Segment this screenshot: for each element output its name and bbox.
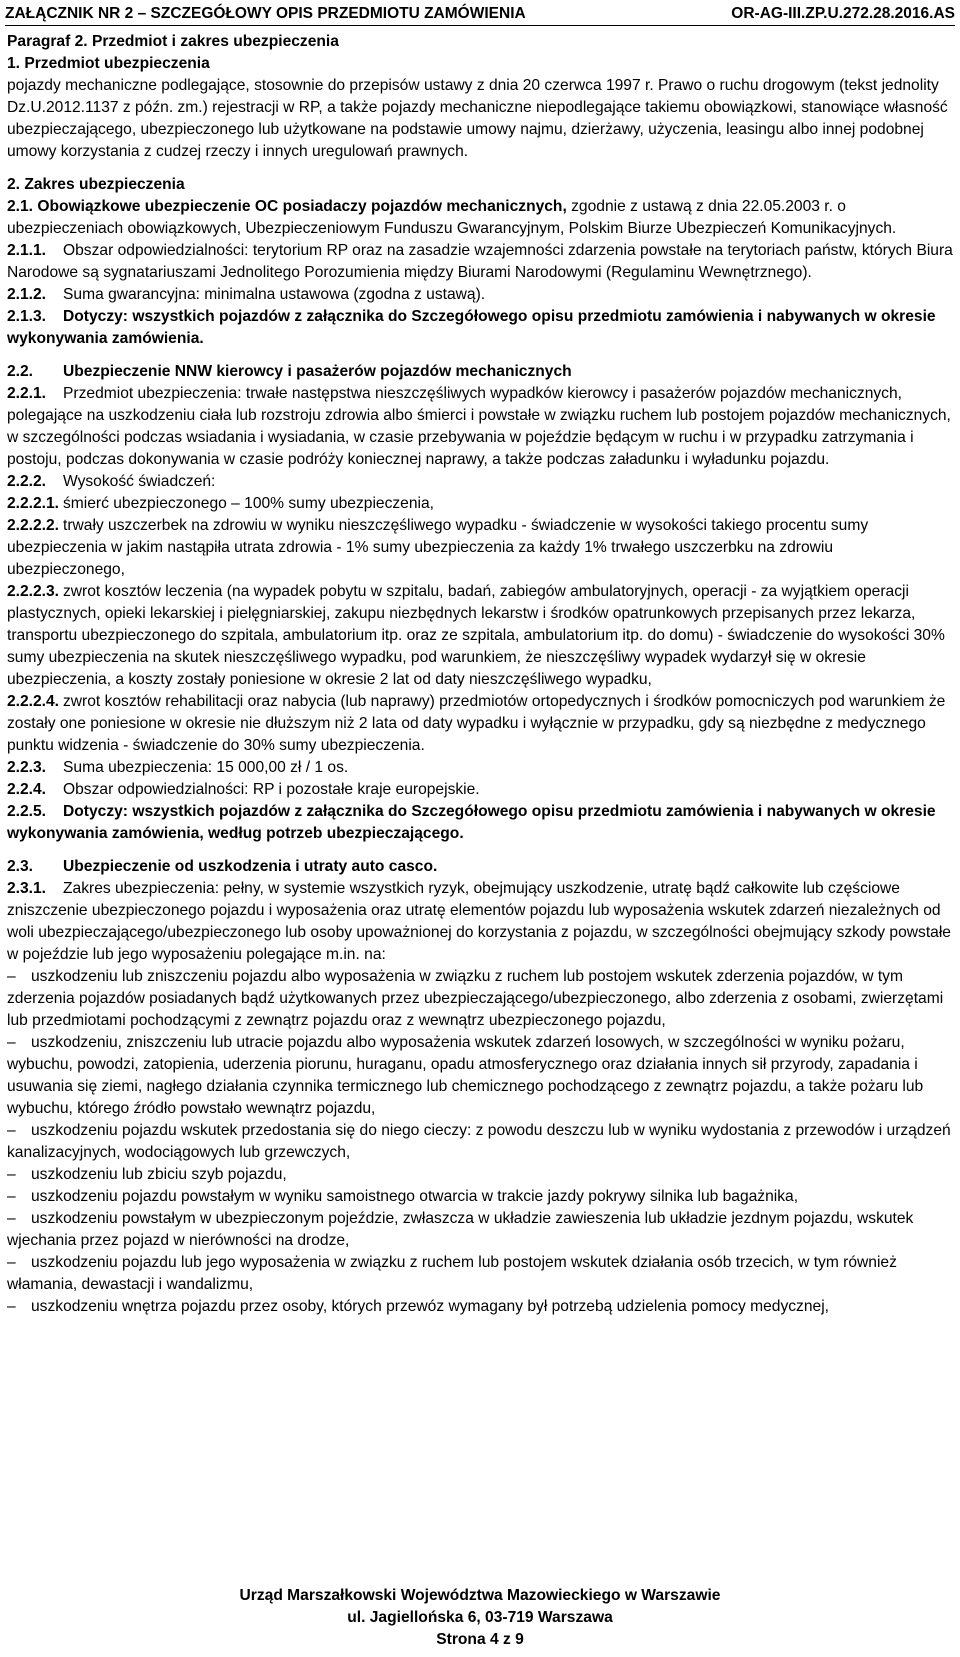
clause-text: Ubezpieczenie od uszkodzenia i utraty auto casco.: [63, 858, 438, 875]
dash-item: [7, 1120, 955, 1164]
clause-number: 2.2.4.: [7, 781, 47, 798]
dash-item-text: uszkodzeniu powstałym w ubezpieczonym pojeździe, zwłaszcza w układzie zawieszenia lub układzie jezdnym pojazdu, wskutek wjechania przez pojazd w nierówności na drodze,: [7, 1210, 914, 1249]
clause-2-1: [7, 196, 955, 240]
clause-number: 2.1.1.: [7, 242, 47, 259]
clause-text: Zakres ubezpieczenia: pełny, w systemie wszystkich ryzyk, obejmujący uszkodzenie, utratę bądź całkowite lub częściowe zniszczenie ubezpieczonego pojazdu i wyposażenia oraz utratę elementów pojazdu lub wyposażenia wskutek zdarzeń niezależnych od woli ubezpieczającego/ubezpieczonego lub osoby upoważnionej do korzystania z pojazdu, w szczególności obejmujący szkody powstałe w pojeździe lub jego wyposażeniu polegające m.in. na:: [7, 880, 951, 963]
clause-number: 2.2.: [7, 363, 34, 380]
header-rule: [5, 25, 955, 26]
paragraph-1: pojazdy mechaniczne podlegające, stosownie do przepisów ustawy z dnia 20 czerwca 1997 r. Prawo o ruchu drogowym (tekst jednolity Dz.U.2012.1137 z późn. zm.) rejestracji w RP, a także pojazdy mechaniczne niepodlegające takiemu obowiązkowi, stanowiące własność ubezpieczającego, ubezpieczonego lub użytkowane na podstawie umowy najmu, dzierżawy, użyczenia, leasingu albo innej podobnej umowy korzystania z cudzej rzeczy i innych uregulowań prawnych.: [7, 77, 948, 160]
clause-2-2-1: [7, 383, 955, 471]
clause-number: 2.2.1.: [7, 385, 47, 402]
clause-text: Przedmiot ubezpieczenia: trwałe następstwa nieszczęśliwych wypadków kierowcy i pasażerów pojazdów mechanicznych, polegające na uszkodzeniu ciała lub rozstroju zdrowia albo śmierci i powstałe w związku ruchem lub postojem pojazdów mechanicznych, w szczególności podczas wsiadania i wysiadania, w czasie przebywania w pojeździe będącym w ruchu i w przypadku zatrzymania i postoju, podczas dokonywania w czasie podróży koniecznej naprawy, a także podczas załadunku i wyładunku pojazdu.: [7, 385, 951, 468]
clause-number: 2.2.2.2.: [7, 517, 60, 534]
clause-2-2-4: [7, 779, 955, 801]
dash-bullet: –: [7, 1122, 16, 1139]
clause-text: Suma ubezpieczenia: 15 000,00 zł / 1 os.: [63, 759, 349, 776]
clause-2-1-title: 2.1. Obowiązkowe ubezpieczenie OC posiadaczy pojazdów mechanicznych,: [7, 198, 567, 215]
clause-number: 2.2.2.4.: [7, 693, 60, 710]
dash-bullet: –: [7, 1298, 16, 1315]
dash-bullet: –: [7, 968, 16, 985]
document-body: [7, 31, 955, 1318]
clause-2-2-2-3: [7, 581, 955, 691]
clause-2-2-2: [7, 471, 955, 493]
clause-text: Obszar odpowiedzialności: terytorium RP oraz na zasadzie wzajemności zdarzenia powstałe na terytoriach państw, których Biura Narodowe są sygnatariuszami Jednolitego Porozumienia między Biurami Narodowymi (Regulaminu Wewnętrznego).: [7, 242, 953, 281]
page-header: [5, 3, 955, 25]
dash-bullet: –: [7, 1034, 16, 1051]
dash-item-text: uszkodzeniu, zniszczeniu lub utracie pojazdu albo wyposażenia wskutek zdarzeń losowych, w szczególności w wyniku pożaru, wybuchu, powodzi, zatopienia, uderzenia piorunu, huraganu, opadu atmosferycznego oraz działania innych sił przyrody, zapadania i usuwania się ziemi, nagłego działania czynnika termicznego lub chemicznego pochodzącego z zewnątrz pojazdu, a także pożaru lub wybuchu, którego źródło powstało wewnątrz pojazdu,: [7, 1034, 924, 1117]
clause-number: 2.2.2.: [7, 473, 47, 490]
clause-number: 2.1.2.: [7, 286, 47, 303]
page-number: Strona 4 z 9: [436, 1631, 524, 1648]
clause-number: 2.2.5.: [7, 803, 47, 820]
footer-address: ul. Jagiellońska 6, 03-719 Warszawa: [347, 1609, 613, 1626]
clause-2-2: [7, 361, 955, 383]
clause-text: zwrot kosztów rehabilitacji oraz nabycia (lub naprawy) przedmiotów ortopedycznych i środków pomocniczych pod warunkiem że zostały one poniesione w okresie nie dłuższym niż 2 lata od daty wypadku i wyłącznie w przypadku, gdy są niezbędne z medycznego punktu widzenia - świadczenie do 30% sumy ubezpieczenia.: [7, 693, 946, 754]
dash-bullet: –: [7, 1188, 16, 1205]
dash-item: [7, 1186, 955, 1208]
clause-2-1-2: [7, 284, 955, 306]
section-title: Paragraf 2. Przedmiot i zakres ubezpieczenia: [7, 33, 339, 50]
dash-item: [7, 1164, 955, 1186]
dash-item-text: uszkodzeniu pojazdu wskutek przedostania się do niego cieczy: z powodu deszczu lub w wyniku wydostania z przewodów i urządzeń kanalizacyjnych, wodociągowych lub grzewczych,: [7, 1122, 951, 1161]
dash-item-text: uszkodzeniu wnętrza pojazdu przez osoby, których przewóz wymagany był potrzebą udzielenia pomocy medycznej,: [31, 1298, 829, 1315]
clause-text: Ubezpieczenie NNW kierowcy i pasażerów pojazdów mechanicznych: [63, 363, 572, 380]
clause-2-3: [7, 856, 955, 878]
dash-item: [7, 1032, 955, 1120]
dash-item-text: uszkodzeniu pojazdu powstałym w wyniku samoistnego otwarcia w trakcie jazdy pokrywy silnika lub bagażnika,: [31, 1188, 799, 1205]
clause-text: Dotyczy: wszystkich pojazdów z załącznika do Szczegółowego opisu przedmiotu zamówienia i nabywanych w okresie wykonywania zamówienia, według potrzeb ubezpieczającego.: [7, 803, 936, 842]
clause-2-1-1: [7, 240, 955, 284]
clause-number: 2.2.3.: [7, 759, 47, 776]
dash-bullet: –: [7, 1254, 16, 1271]
clause-text: Wysokość świadczeń:: [63, 473, 216, 490]
dash-item: [7, 1296, 955, 1318]
footer-institution: Urząd Marszałkowski Województwa Mazowieckiego w Warszawie: [239, 1587, 721, 1604]
clause-2-2-2-1: [7, 493, 955, 515]
clause-2-2-3: [7, 757, 955, 779]
clause-number: 2.1.3.: [7, 308, 47, 325]
dash-item: [7, 1208, 955, 1252]
clause-text: zwrot kosztów leczenia (na wypadek pobytu w szpitalu, badań, zabiegów ambulatoryjnych, operacji - za wyjątkiem operacji plastycznych, opieki lekarskiej i pielęgniarskiej, zakupu niezbędnych lekarstw i środków opatrunkowych przepisanych przez lekarza, transportu ubezpieczonego do szpitala, ambulatorium itp. oraz ze szpitala, ambulatorium itp. do domu) - świadczenie do wysokości 30% sumy ubezpieczenia na skutek nieszczęśliwego wypadku, pod warunkiem, że nieszczęśliwy wypadek wydarzył się w okresie ubezpieczenia, a koszty zostały poniesione w okresie 2 lat od daty nieszczęśliwego wypadku,: [7, 583, 945, 688]
dash-bullet: –: [7, 1166, 16, 1183]
header-title: ZAŁĄCZNIK NR 2 – SZCZEGÓŁOWY OPIS PRZEDMIOTU ZAMÓWIENIA: [5, 5, 526, 22]
dash-item-text: uszkodzeniu lub zniszczeniu pojazdu albo wyposażenia w związku z ruchem lub postojem wskutek zderzenia pojazdów, w tym zderzenia pojazdów posiadanych bądź użytkowanych przez ubezpieczającego/ubezpieczonego, albo zderzenia z osobami, zwierzętami lub przedmiotami pochodzącymi z zewnątrz pojazdu oraz z wewnątrz ubezpieczonego pojazdu,: [7, 968, 944, 1029]
clause-number: 2.3.1.: [7, 880, 47, 897]
clause-2-2-2-2: [7, 515, 955, 581]
page-footer: [0, 1585, 960, 1651]
clause-text: Dotyczy: wszystkich pojazdów z załącznika do Szczegółowego opisu przedmiotu zamówienia i nabywanych w okresie wykonywania zamówienia.: [7, 308, 936, 347]
clause-text: Suma gwarancyjna: minimalna ustawowa (zgodna z ustawą).: [63, 286, 486, 303]
clause-number: 2.2.2.1.: [7, 495, 60, 512]
clause-2-2-2-4: [7, 691, 955, 757]
clause-2-3-1: [7, 878, 955, 966]
clause-text: trwały uszczerbek na zdrowiu w wyniku nieszczęśliwego wypadku - świadczenie w wysokości takiego procentu sumy ubezpieczenia w jakim nastąpiła utrata zdrowia - 1% sumy ubezpieczenia za każdy 1% trwałego uszczerbku na zdrowiu ubezpieczonego,: [7, 517, 869, 578]
clause-number: 2.3.: [7, 858, 34, 875]
clause-2-2-5: [7, 801, 955, 845]
dash-item: [7, 1252, 955, 1296]
dash-item: [7, 966, 955, 1032]
dash-item-text: uszkodzeniu lub zbiciu szyb pojazdu,: [31, 1166, 287, 1183]
clause-number: 2.2.2.3.: [7, 583, 60, 600]
clause-2-1-text: zgodnie z ustawą z dnia 22.05.2003 r. o ubezpieczeniach obowiązkowych, Ubezpieczeniowym Funduszu Gwarancyjnym, Polskim Biurze Ubezpieczeń Komunikacyjnych.: [7, 198, 897, 237]
clause-text: śmierć ubezpieczonego – 100% sumy ubezpieczenia,: [63, 495, 434, 512]
header-reference: OR-AG-III.ZP.U.272.28.2016.AS: [731, 5, 955, 22]
dash-item-text: uszkodzeniu pojazdu lub jego wyposażenia w związku z ruchem lub postojem wskutek działania osób trzecich, w tym również włamania, dewastacji i wandalizmu,: [7, 1254, 897, 1293]
heading-1: 1. Przedmiot ubezpieczenia: [7, 55, 210, 72]
dash-bullet: –: [7, 1210, 16, 1227]
clause-text: Obszar odpowiedzialności: RP i pozostałe kraje europejskie.: [63, 781, 480, 798]
heading-2: 2. Zakres ubezpieczenia: [7, 176, 185, 193]
clause-2-1-3: [7, 306, 955, 350]
